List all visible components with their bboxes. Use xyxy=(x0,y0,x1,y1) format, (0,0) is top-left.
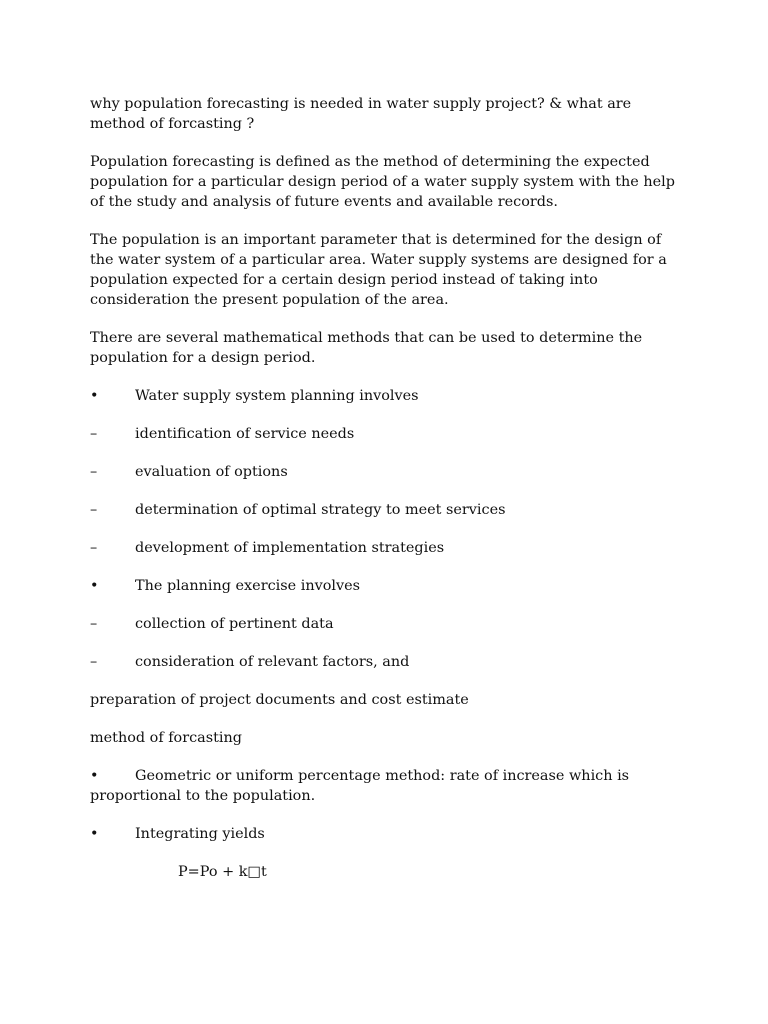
preparation-line: preparation of project documents and cost estimate xyxy=(90,692,469,708)
list-item xyxy=(90,652,680,672)
list-item-text: Water supply system planning involves xyxy=(135,388,419,404)
list-item-text: determination of optimal strategy to meet services xyxy=(135,502,506,518)
paragraph-definition: Population forecasting is defined as the method of determining the expected population for a particular design period of a water supply system with the help of the study and analysis of future events and available records. xyxy=(90,154,675,210)
integrating-text: Integrating yields xyxy=(135,826,265,842)
planning-list xyxy=(90,386,680,672)
formula: P=Po + k□t xyxy=(178,864,267,880)
bullet-marker: • xyxy=(90,826,99,842)
list-item xyxy=(90,538,680,558)
document-page xyxy=(90,94,680,882)
bullet-marker: • xyxy=(90,768,99,784)
list-item-text: The planning exercise involves xyxy=(135,578,361,594)
list-item-text: collection of pertinent data xyxy=(135,616,334,632)
bullet-marker: • xyxy=(90,578,99,594)
geometric-method-text: Geometric or uniform percentage method: rate of increase which is proportional to the population. xyxy=(90,768,630,804)
dash-marker: – xyxy=(90,616,98,632)
method-heading: method of forcasting xyxy=(90,730,242,746)
bullet-marker: • xyxy=(90,388,99,404)
list-item xyxy=(90,462,680,482)
list-item xyxy=(90,500,680,520)
dash-marker: – xyxy=(90,464,98,480)
paragraph-methods: There are several mathematical methods that can be used to determine the population for a design period. xyxy=(90,330,643,366)
list-item xyxy=(90,386,680,406)
geometric-method-item xyxy=(90,766,680,806)
dash-marker: – xyxy=(90,654,98,670)
list-item xyxy=(90,424,680,444)
dash-marker: – xyxy=(90,502,98,518)
integrating-item xyxy=(90,824,680,844)
list-item-text: evaluation of options xyxy=(135,464,288,480)
document-title: why population forecasting is needed in water supply project? & what are method of forcasting ? xyxy=(90,96,632,132)
paragraph-parameter: The population is an important parameter that is determined for the design of the water system of a particular area. Water supply systems are designed for a population expected for a certain design period instead of taking into consideration the present population of the area. xyxy=(90,232,667,308)
list-item-text: development of implementation strategies xyxy=(135,540,445,556)
list-item-text: consideration of relevant factors, and xyxy=(135,654,410,670)
list-item-text: identification of service needs xyxy=(135,426,355,442)
list-item xyxy=(90,614,680,634)
dash-marker: – xyxy=(90,426,98,442)
list-item xyxy=(90,576,680,596)
dash-marker: – xyxy=(90,540,98,556)
